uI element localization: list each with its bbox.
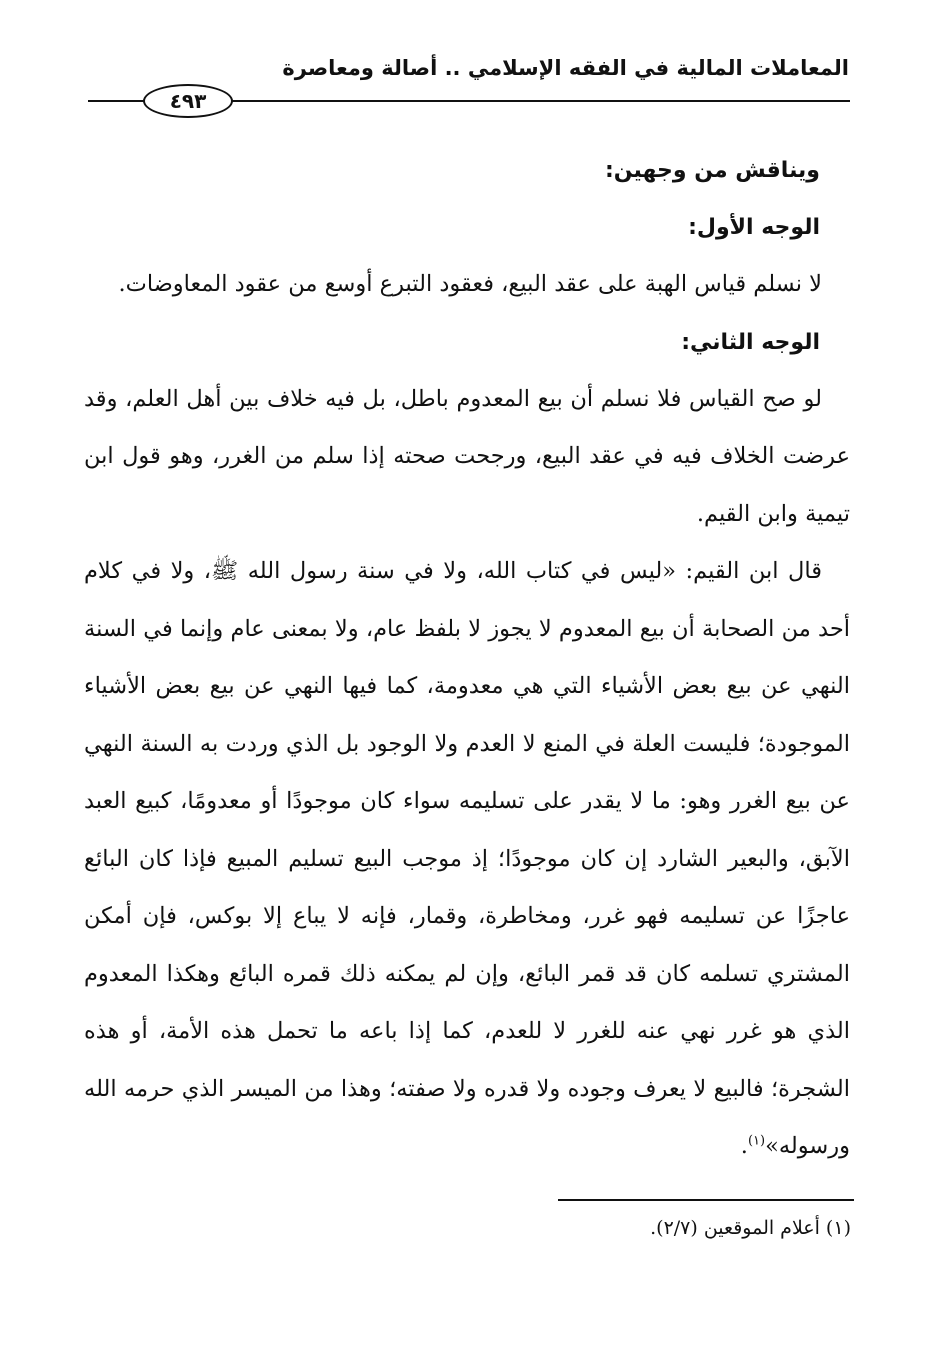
main-text — [84, 142, 850, 1176]
heading-second-aspect: الوجه الثاني: — [681, 329, 820, 355]
paragraph-second-aspect: لو صح القياس فلا نسلم أن بيع المعدوم باطل، بل فيه خلاف بين أهل العلم، وقد عرضت الخلاف فيه في عقد البيع، ورجحت صحته إذا سلم من الغرر، وهو قول ابن تيمية وابن القيم. — [84, 385, 850, 527]
footnote-1: (١) أعلام الموقعين (٢/٧). — [650, 1217, 851, 1239]
quote-paragraph — [84, 543, 850, 1176]
footnote-rule — [558, 1199, 854, 1201]
footnote-marker: (١) — [747, 1133, 766, 1149]
discussion-intro: ويناقش من وجهين: — [604, 158, 820, 183]
page-number: ٤٩٣ — [143, 84, 233, 118]
quote-end: . — [740, 1133, 748, 1159]
quote-text: قال ابن القيم: «ليس في كتاب الله، ولا في سنة رسول الله ﷺ، ولا في كلام أحد من الصحابة أن بيع المعدوم لا يجوز لا بلفظ عام، ولا بمعنى عام وإنما في السنة النهي عن بيع بعض الأشياء التي هي معدومة، كما فيها النهي عن بيع بعض الأشياء الموجودة؛ فليست العلة في المنع لا العدم ولا الوجود بل الذي وردت به السنة النهي عن بيع الغرر وهو: ما لا يقدر على تسليمه سواء كان موجودًا أو معدومًا، كبيع العبد الآبق، والبعير الشارد إن كان موجودًا؛ إذ موجب البيع تسليم المبيع فإذا كان البائع عاجزًا عن تسليمه فهو غرر، ومخاطرة، وقمار، فإنه لا يباع إلا بوكس، فإن أمكن المشتري تسلمه كان قد قمر البائع، وإن لم يمكنه ذلك قمره البائع وهكذا المعدوم الذي هو غرر نهي عنه للغرر لا للعدم، كما إذا باعه ما تحمل هذه الأمة، أو هذه الشجرة؛ فالبيع لا يعرف وجوده ولا قدره ولا صفته؛ وهذا من الميسر الذي حرمه الله ورسوله» — [84, 558, 850, 1159]
running-title: المعاملات المالية في الفقه الإسلامي .. أصالة ومعاصرة — [282, 56, 849, 80]
heading-first-aspect: الوجه الأول: — [688, 215, 820, 240]
paragraph-first-aspect: لا نسلم قياس الهبة على عقد البيع، فعقود التبرع أوسع من عقود المعاوضات. — [118, 271, 822, 297]
